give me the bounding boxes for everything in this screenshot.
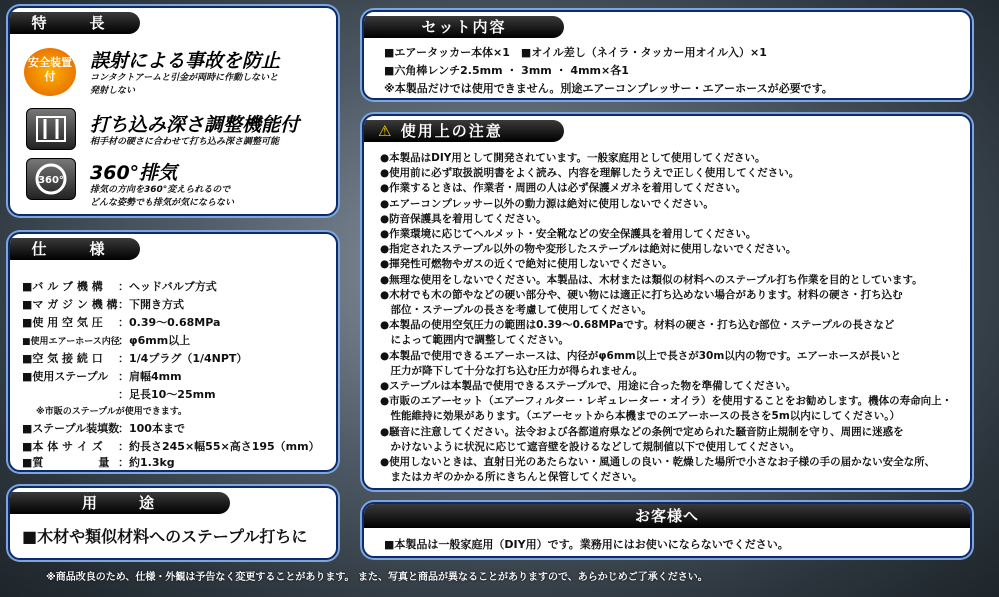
feature-title-exhaust: 360°排気 xyxy=(90,162,178,184)
depth-adjust-icon xyxy=(26,108,76,150)
caution-line: ●無理な使用をしないでください。本製品は、木材または類似の材料へのステープル打ち作業を目的としています。 xyxy=(380,273,923,286)
set-contents-panel xyxy=(362,10,972,100)
customers-panel xyxy=(362,502,972,558)
exhaust-badge-label: 360° xyxy=(38,175,64,186)
spec-value: ：足長10〜25mm xyxy=(118,388,216,401)
feature-desc-safety-1: コンタクトアームと引金が両時に作動しないと xyxy=(90,73,279,83)
caution-line: またはカギのかかる所にきちんと保管してください。 xyxy=(380,471,643,484)
spec-value: ：0.39〜0.68MPa xyxy=(118,316,221,329)
caution-line: ●作業環境に応じてヘルメット・安全靴などの安全保護具を着用してください。 xyxy=(380,228,757,240)
safety-badge-label: 安全装置付 xyxy=(28,56,72,83)
caution-line: ●本製品で使用できるエアーホースは、内径がφ6mm以上で長さが30m以内の物です。エアーホースが長いと xyxy=(380,349,902,362)
caution-line: ●防音保護具を着用してください。 xyxy=(380,212,547,225)
spec-value: ：約長さ245×幅55×高さ195（mm） xyxy=(118,440,320,453)
spec-row xyxy=(22,296,184,312)
spec-label: ■使用ステープル xyxy=(22,370,109,383)
set-contents-heading: セット内容 xyxy=(364,16,564,38)
spec-row xyxy=(22,438,320,454)
spec-row xyxy=(22,314,220,330)
caution-line: ●作業するときは、作業者・周囲の人は必ず保護メガネを着用してください。 xyxy=(380,182,747,195)
spec-value: ：1/4プラグ（1/4NPT） xyxy=(118,352,248,365)
safety-badge-icon xyxy=(24,48,76,96)
specs-heading: 仕 様 xyxy=(10,238,140,260)
caution-line: 圧力が降下して十分な打ち込む圧力が得られません。 xyxy=(380,364,644,377)
spec-row xyxy=(22,386,216,402)
spec-note: ※市販のステープルが使用できます。 xyxy=(36,407,188,417)
feature-desc-safety-2: 発射しない xyxy=(90,86,136,96)
caution-line: ●市販のエアーセット（エアーフィルター・レギュレーター・オイラ）を使用することをお勧めします。機体の寿命向上・ xyxy=(380,395,953,408)
caution-line: ●本製品はDIY用として開発されています。一般家庭用として使用してください。 xyxy=(380,152,766,164)
caution-line: 性能維持に効果があります。（エアーセットから本機までのエアーホースの長さを5m以内にしてください。） xyxy=(380,410,901,423)
caution-line: かけないように状況に応じて遮音壁を設けるなどして規制値以下で使用してください。 xyxy=(380,440,800,453)
spec-value: ：肩幅4mm xyxy=(118,370,182,383)
feature-desc-exhaust-2: どんな姿勢でも排気が気にならない xyxy=(90,198,235,208)
caution-line: ●ステープルは本製品で使用できるステープルで、用途に合った物を準備してください。 xyxy=(380,380,797,392)
feature-title-depth: 打ち込み深さ調整機能付 xyxy=(90,114,300,136)
spec-label: ■使 用 空 気 圧 xyxy=(22,316,103,329)
spec-value: ：下開き方式 xyxy=(118,298,184,311)
spec-value: ：100本まで xyxy=(118,422,185,435)
spec-label: ■本 体 サ イ ズ xyxy=(22,440,103,453)
spec-value: ：φ6mm以上 xyxy=(118,334,191,347)
features-panel xyxy=(8,6,338,216)
caution-line: によって範囲内で調整してください。 xyxy=(380,334,569,347)
cautions-panel xyxy=(362,114,972,490)
specs-panel xyxy=(8,232,338,472)
spec-row xyxy=(22,454,175,470)
spec-row xyxy=(22,420,185,436)
caution-line: ●木材でも木の節やなどの硬い部分や、硬い物には適正に打ち込めない場合があります。材料の硬さ・打ち込む xyxy=(380,288,903,301)
customers-text: ■本製品は一般家庭用（DIY用）です。業務用にはお使いにならないでください。 xyxy=(384,538,789,551)
feature-title-safety: 誤射による事故を防止 xyxy=(90,50,281,72)
caution-line: ●指定されたステープル以外の物や変形したステープルは絶対に使用しないでください。 xyxy=(380,243,797,256)
spec-row xyxy=(22,332,190,348)
set-contents-line: ■六角棒レンチ2.5mm ・ 3mm ・ 4mm×各1 xyxy=(384,64,629,77)
spec-label: ■使用エアーホース内径 xyxy=(22,337,120,347)
usage-panel xyxy=(8,486,338,560)
warning-icon: ⚠ xyxy=(378,122,394,140)
spec-label: ■マ ガ ジ ン 機 構 xyxy=(22,298,118,311)
spec-row xyxy=(22,368,182,384)
features-heading: 特 長 xyxy=(10,12,140,34)
cautions-heading: 使用上の注意 xyxy=(400,122,503,140)
spec-label: ■質 量 xyxy=(22,456,110,469)
caution-line: ●使用しないときは、直射日光のあたらない・風通しの良い・乾燥した場所で小さなお子様の手の届かない安全な所、 xyxy=(380,456,936,468)
caution-line: ●エアーコンプレッサー以外の動力源は絶対に使用しないでください。 xyxy=(380,197,714,210)
caution-line: ●使用前に必ず取扱説明書をよく読み、内容を理解したうえで正しく使用してください。 xyxy=(380,167,800,180)
spec-label: ■バ ル ブ 機 構 xyxy=(22,280,103,293)
caution-line: ●騒音に注意してください。法令および各都道府県などの条例で定められた騒音防止規制を守り、周囲に迷惑を xyxy=(380,425,904,438)
spec-row xyxy=(22,350,247,366)
spec-label: ■空 気 接 続 口 xyxy=(22,352,103,365)
usage-text: ■木材や類似材料へのステープル打ちに xyxy=(22,527,308,546)
set-contents-line: ※本製品だけでは使用できません。別途エアーコンプレッサー・エアーホースが必要です。 xyxy=(384,82,833,95)
cautions-heading-bar xyxy=(364,120,564,142)
caution-line: ●揮発性可燃物やガスの近くで絶対に使用しないでください。 xyxy=(380,258,673,271)
spec-row xyxy=(22,278,217,294)
exhaust-360-icon xyxy=(26,158,76,200)
spec-value: ：ヘッドバルブ方式 xyxy=(118,280,217,293)
caution-line: 部位・ステープルの長さを考慮して使用してください。 xyxy=(380,304,652,316)
caution-line: ●本製品の使用空気圧力の範囲は0.39〜0.68MPaです。材料の硬さ・打ち込む部位・ステープルの長さなど xyxy=(380,319,895,332)
customers-heading: お客様へ xyxy=(364,504,970,528)
set-contents-line: ■エアータッカー本体×1 ■オイル差し（ネイラ・タッカー用オイル入）×1 xyxy=(384,46,767,59)
footer-note: ※商品改良のため、仕様・外観は予告なく変更することがあります。 また、写真と商品が異なることがありますので、あらかじめご了承ください。 xyxy=(46,572,708,583)
spec-label: ■ステープル装填数 xyxy=(22,422,120,435)
feature-desc-depth-1: 相手材の硬さに合わせて打ち込み深さ調整可能 xyxy=(90,137,280,147)
spec-value: ：約1.3kg xyxy=(118,456,175,469)
feature-desc-exhaust-1: 排気の方向を360°変えられるので xyxy=(90,185,231,195)
usage-heading: 用 途 xyxy=(10,492,230,514)
